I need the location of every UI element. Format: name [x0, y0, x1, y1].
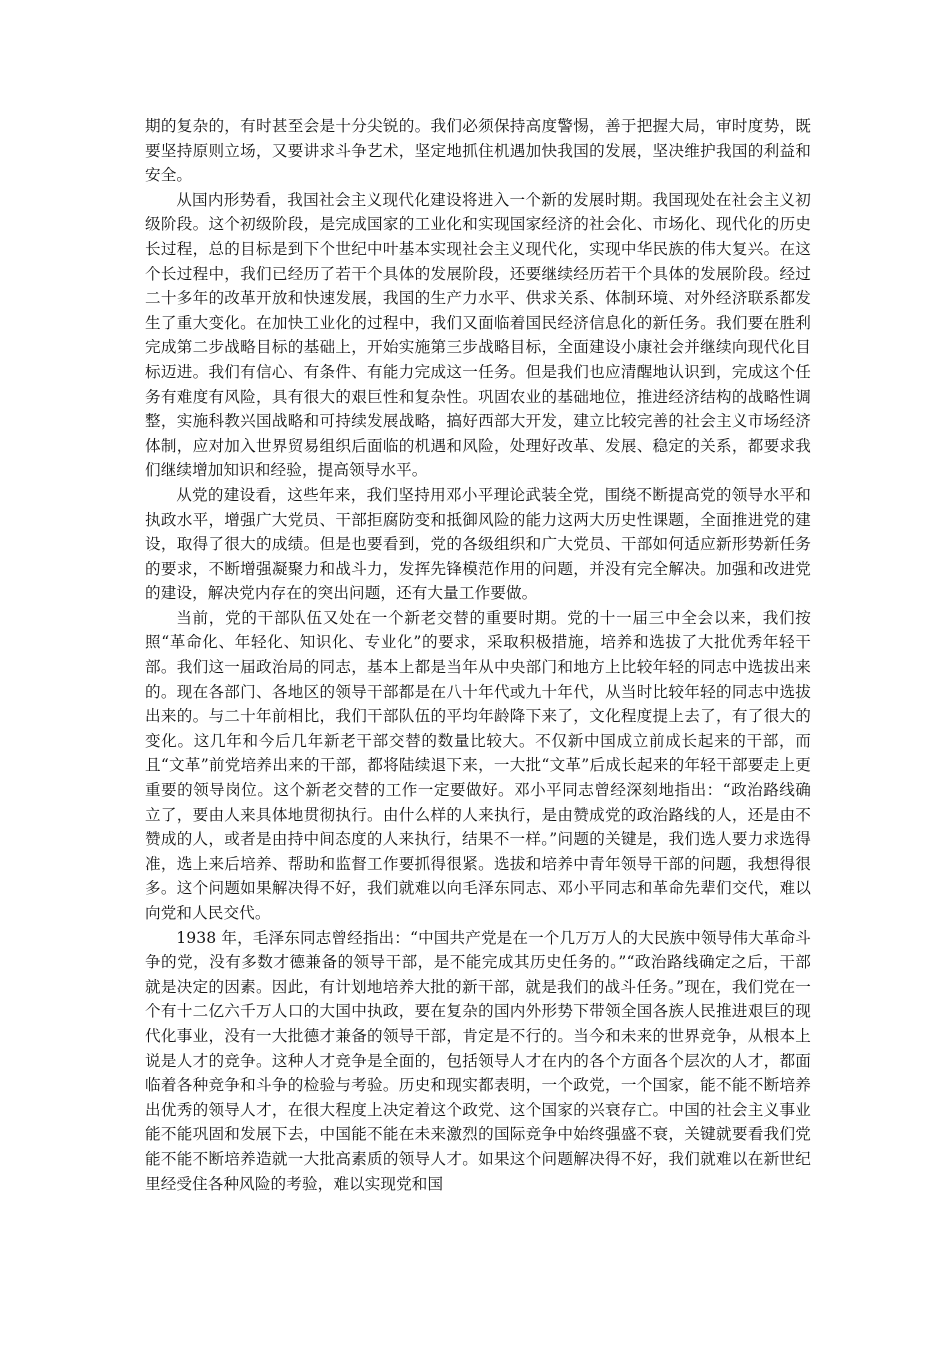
paragraph-2: 从国内形势看，我国社会主义现代化建设将进入一个新的发展时期。我国现处在社会主义初级阶段。这个初级阶段，是完成国家的工业化和实现国家经济的社会化、市场化、现代化的历史长过程，总的目标是到下个世纪中叶基本实现社会主义现代化，实现中华民族的伟大复兴。在这个长过程中，我们已经历了若干个具体的发展阶段，还要继续经历若干个具体的发展阶段。经过二十多年的改革开放和快速发展，我国的生产力水平、供求关系、体制环境、对外经济联系都发生了重大变化。在加快工业化的过程中，我们又面临着国民经济信息化的新任务。我们要在胜利完成第二步战略目标的基础上，开始实施第三步战略目标，全面建设小康社会并继续向现代化目标迈进。我们有信心、有条件、有能力完成这一任务。但是我们也应清醒地认识到，完成这个任务有难度有风险，具有很大的艰巨性和复杂性。巩固农业的基础地位，推进经济结构的战略性调整，实施科教兴国战略和可持续发展战略，搞好西部大开发，建立比较完善的社会主义市场经济体制，应对加入世界贸易组织后面临的机遇和风险，处理好改革、发展、稳定的关系，都要求我们继续增加知识和经验，提高领导水平。	[145, 190, 811, 480]
paragraph-4: 当前，党的干部队伍又处在一个新老交替的重要时期。党的十一届三中全会以来，我们按照“革命化、年轻化、知识化、专业化”的要求，采取积极措施，培养和选拔了大批优秀年轻干部。我们这一届政治局的同志，基本上都是当年从中央部门和地方上比较年轻的同志中选拔出来的。现在各部门、各地区的领导干部都是在八十年代或九十年代，从当时比较年轻的同志中选拔出来的。与二十年前相比，我们干部队伍的平均年龄降下来了，文化程度提上去了，有了很大的变化。这几年和今后几年新老干部交替的数量比较大。不仅新中国成立前成长起来的干部，而且“文革”前党培养出来的干部，都将陆续退下来，一大批“文革”后成长起来的年轻干部要走上更重要的领导岗位。这个新老交替的工作一定要做好。邓小平同志曾经深刻地指出：“政治路线确立了，要由人来具体地贯彻执行。由什么样的人来执行，是由赞成党的政治路线的人，还是由不赞成的人，或者是由持中间态度的人来执行，结果不一样。”问题的关键是，我们选人要力求选得准，选上来后培养、帮助和监督工作要抓得很紧。选拔和培养中青年领导干部的问题，我想得很多。这个问题如果解决得不好，我们就难以向毛泽东同志、邓小平同志和革命先辈们交代，难以向党和人民交代。	[145, 608, 811, 922]
document-page	[145, 114, 811, 1196]
paragraph-5: 1938 年，毛泽东同志曾经指出：“中国共产党是在一个几万万人的大民族中领导伟大革命斗争的党，没有多数才德兼备的领导干部，是不能完成其历史任务的。”“政治路线确定之后，干部就是决定的因素。因此，有计划地培养大批的新干部，就是我们的战斗任务。”现在，我们党在一个有十二亿六千万人口的大国中执政，要在复杂的国内外形势下带领全国各族人民推进艰巨的现代化事业，没有一大批德才兼备的领导干部，肯定是不行的。当今和未来的世界竞争，从根本上说是人才的竞争。这种人才竞争是全面的，包括领导人才在内的各个方面各个层次的人才，都面临着各种竞争和斗争的检验与考验。历史和现实都表明，一个政党，一个国家，能不能不断培养出优秀的领导人才，在很大程度上决定着这个政党、这个国家的兴衰存亡。中国的社会主义事业能不能巩固和发展下去，中国能不能在未来激烈的国际竞争中始终强盛不衰，关键就要看我们党能不能不断培养造就一大批高素质的领导人才。如果这个问题解决得不好，我们就难以在新世纪里经受住各种风险的考验，难以实现党和国	[145, 928, 811, 1193]
paragraph-3: 从党的建设看，这些年来，我们坚持用邓小平理论武装全党，围绕不断提高党的领导水平和执政水平，增强广大党员、干部拒腐防变和抵御风险的能力这两大历史性课题，全面推进党的建设，取得了很大的成绩。但是也要看到，党的各级组织和广大党员、干部如何适应新形势新任务的要求，不断增强凝聚力和战斗力，发挥先锋模范作用的问题，并没有完全解决。加强和改进党的建设，解决党内存在的突出问题，还有大量工作要做。	[145, 485, 811, 603]
paragraph-1: 期的复杂的，有时甚至会是十分尖锐的。我们必须保持高度警惕，善于把握大局，审时度势，既要坚持原则立场，又要讲求斗争艺术，坚定地抓住机遇加快我国的发展，坚决维护我国的利益和安全。	[145, 117, 811, 185]
